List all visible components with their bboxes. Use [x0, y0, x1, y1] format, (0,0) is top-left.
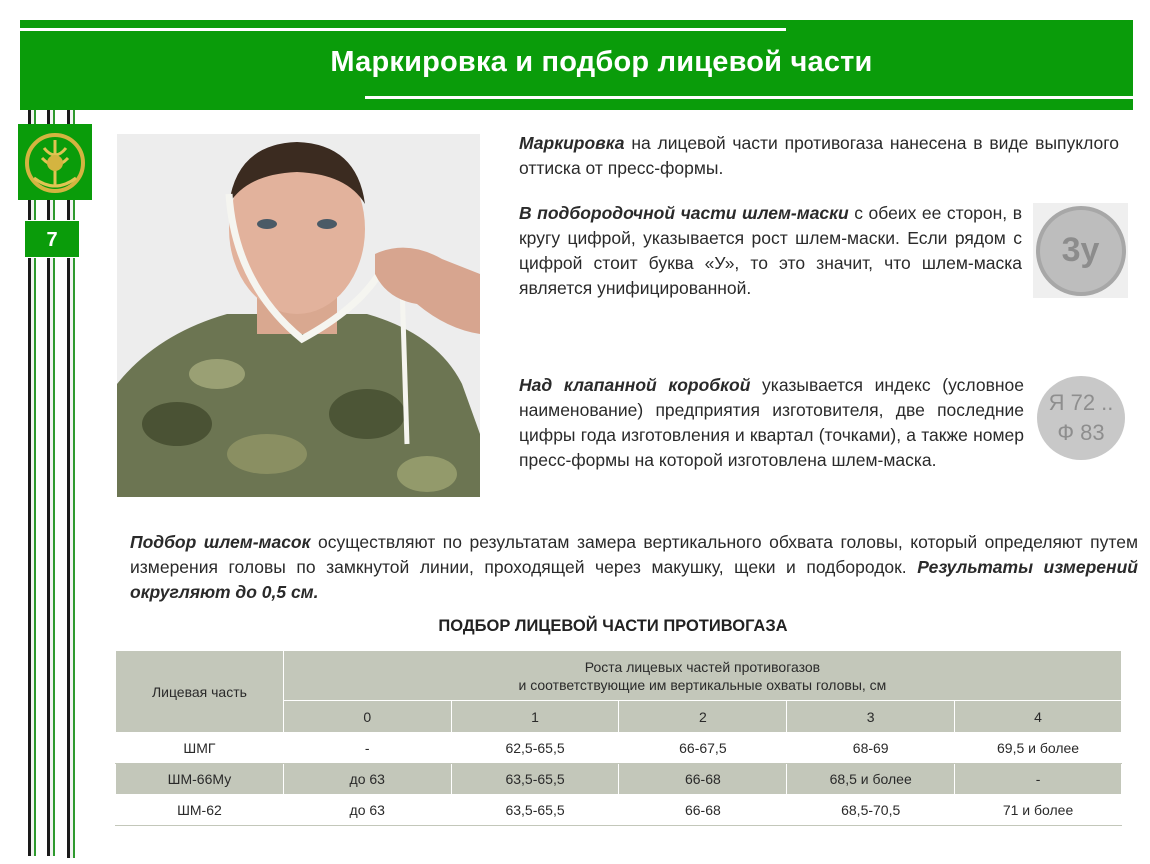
- table-header-group-line2: и соответствующие им вертикальные охваты головы, см: [518, 676, 887, 693]
- table-header-group: [283, 651, 1121, 701]
- paragraph-selection: [130, 530, 1138, 605]
- table-cell: 66-67,5: [619, 733, 787, 764]
- table-cell: 66-68: [619, 795, 787, 826]
- size-stamp-disc: 3у: [1036, 206, 1126, 296]
- table-cell: 69,5 и более: [955, 733, 1122, 764]
- paragraph-selection-term: Подбор шлем-масок: [130, 532, 311, 552]
- table-header-face-part: Лицевая часть: [116, 651, 284, 733]
- paragraph-valve-term: Над клапанной коробкой: [519, 375, 751, 395]
- paragraph-chin-term: В подбородочной части шлем-маски: [519, 203, 849, 223]
- table-row: [116, 733, 1122, 764]
- index-stamp-image: [1037, 376, 1125, 460]
- table-cell: 68,5-70,5: [787, 795, 955, 826]
- table-cell: 62,5-65,5: [451, 733, 619, 764]
- page-number: 7: [24, 220, 80, 258]
- table-header-row: [116, 651, 1122, 701]
- paragraph-marking: [519, 131, 1119, 181]
- table-header-size: 3: [787, 701, 955, 733]
- table-cell: 66-68: [619, 764, 787, 795]
- table-cell: 68-69: [787, 733, 955, 764]
- table-cell: 63,5-65,5: [451, 795, 619, 826]
- face-part-size-table: [115, 650, 1122, 826]
- paragraph-marking-text: на лицевой части противогаза нанесена в виде выпуклого оттиска от пресс-формы.: [519, 133, 1119, 178]
- table-cell: -: [283, 733, 451, 764]
- table-row: [116, 795, 1122, 826]
- size-stamp-image: [1033, 203, 1128, 298]
- soldier-measurement-photo: [117, 134, 480, 497]
- table-caption: ПОДБОР ЛИЦЕВОЙ ЧАСТИ ПРОТИВОГАЗА: [438, 617, 788, 635]
- page-title: Маркировка и подбор лицевой части: [330, 46, 873, 78]
- table-header-group-line1: Роста лицевых частей противогазов: [584, 658, 821, 675]
- emblem-logo: [18, 124, 92, 200]
- table-cell-name: ШМ-66Му: [116, 764, 284, 795]
- title-banner: [20, 20, 1133, 110]
- table-header-size: 0: [283, 701, 451, 733]
- index-stamp-line2: Ф 83: [1057, 420, 1105, 445]
- table-cell: 71 и более: [955, 795, 1122, 826]
- paragraph-valve: [519, 373, 1024, 473]
- table-header-size: 2: [619, 701, 787, 733]
- table-header-size: 4: [955, 701, 1122, 733]
- table-cell: 63,5-65,5: [451, 764, 619, 795]
- table-cell: -: [955, 764, 1122, 795]
- paragraph-marking-term: Маркировка: [519, 133, 625, 153]
- table-cell-name: ШМ-62: [116, 795, 284, 826]
- table-row: [116, 764, 1122, 795]
- table-header-size: 1: [451, 701, 619, 733]
- paragraph-chin-text: с обеих ее сторон, в кругу цифрой, указывается рост шлем-маски. Если рядом с цифрой стоит буква «У», то это значит, что шлем-маска является унифицированной.: [519, 203, 1022, 298]
- table-cell: 68,5 и более: [787, 764, 955, 795]
- banner-line-top: [20, 28, 786, 31]
- paragraph-chin: [519, 201, 1022, 301]
- paragraph-valve-text: указывается индекс (условное наименование) предприятия изготовителя, две последние цифры года изготовления и квартал (точками), а также номер пресс-формы на которой изготовлена шлем-маска.: [519, 375, 1024, 470]
- paragraph-selection-note: Результаты измерений округляют до 0,5 см.: [130, 557, 1138, 602]
- banner-line-bottom: [365, 96, 1133, 99]
- paragraph-selection-text: осуществляют по результатам замера вертикального обхвата головы, который определяют путем измерения головы по замкнутой линии, проходящей через макушку, щеки и подбородок.: [130, 532, 1138, 577]
- index-stamp-line1: Я 72 ..: [1048, 390, 1114, 415]
- wreath-emblem-icon: [20, 128, 90, 198]
- table-cell: до 63: [283, 795, 451, 826]
- table-cell: до 63: [283, 764, 451, 795]
- table-cell-name: ШМГ: [116, 733, 284, 764]
